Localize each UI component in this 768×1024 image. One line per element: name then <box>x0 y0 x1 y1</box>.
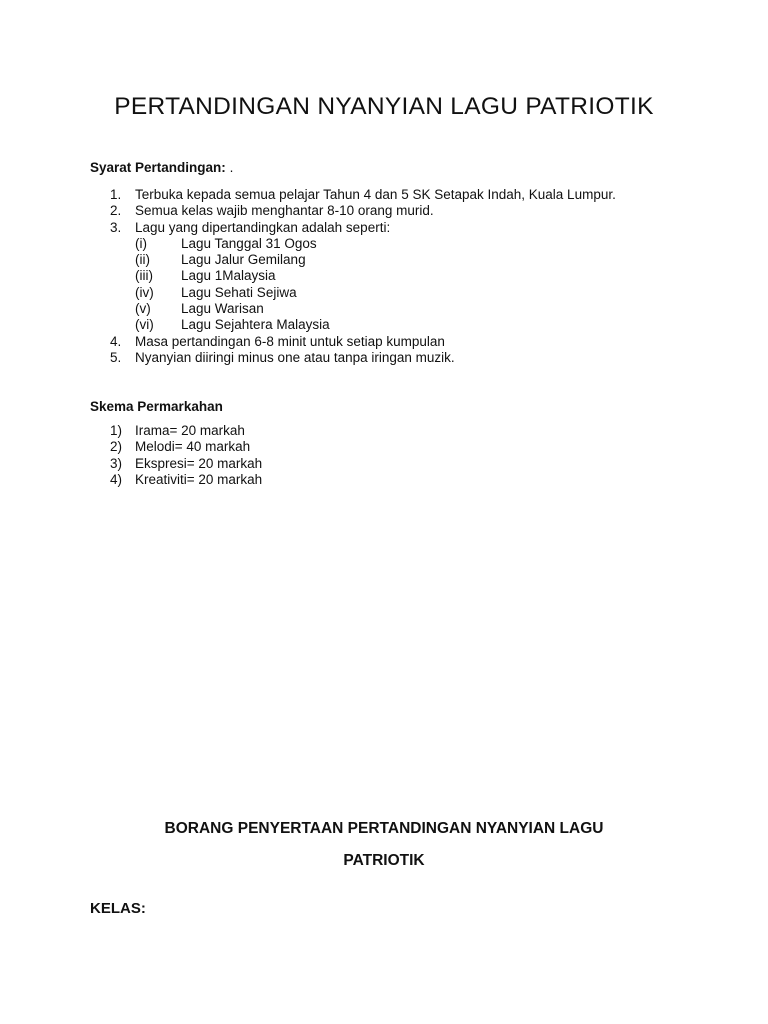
list-text: Lagu yang dipertandingkan adalah seperti: <box>135 219 391 235</box>
song-text: Lagu Tanggal 31 Ogos <box>181 235 317 251</box>
song-item <box>135 285 616 301</box>
list-item <box>110 187 616 203</box>
song-text: Lagu Sehati Sejiwa <box>181 284 297 300</box>
list-number: 1. <box>110 187 122 202</box>
song-item <box>135 236 616 252</box>
list-number: 2. <box>110 203 122 219</box>
song-item <box>135 317 616 333</box>
song-number: (ii) <box>135 252 150 268</box>
song-item <box>135 301 616 317</box>
list-text: Irama= 20 markah <box>135 423 245 438</box>
song-item <box>135 252 616 268</box>
list-item <box>110 203 616 219</box>
list-number: 1) <box>110 423 123 438</box>
syarat-heading-trail: . <box>229 160 234 175</box>
form-title-line1: BORANG PENYERTAAN PERTANDINGAN NYANYIAN LAGU <box>164 820 604 837</box>
list-item <box>110 456 262 472</box>
song-number: (vi) <box>135 317 154 333</box>
list-item <box>110 334 616 350</box>
kelas-label: KELAS: <box>90 900 146 917</box>
form-title-line2: PATRIOTIK <box>343 852 425 869</box>
list-item <box>110 423 262 439</box>
song-number: (i) <box>135 235 147 251</box>
list-number: 5. <box>110 349 122 365</box>
list-text: Ekspresi= 20 markah <box>135 455 263 471</box>
skema-list <box>110 423 262 488</box>
song-number: (v) <box>135 301 151 317</box>
list-number: 4) <box>110 471 123 487</box>
syarat-heading-label: Syarat Pertandingan: <box>90 160 226 175</box>
list-item <box>110 220 616 334</box>
list-text: Masa pertandingan 6-8 minit untuk setiap kumpulan <box>135 333 445 349</box>
song-number: (iv) <box>135 284 154 300</box>
song-text: Lagu 1Malaysia <box>181 268 276 284</box>
list-item <box>110 439 262 455</box>
list-text: Melodi= 40 markah <box>135 439 251 455</box>
list-text: Nyanyian diiringi minus one atau tanpa iringan muzik. <box>135 349 455 365</box>
song-text: Lagu Jalur Gemilang <box>181 252 306 268</box>
list-number: 4. <box>110 333 122 349</box>
syarat-heading <box>90 160 233 175</box>
syarat-list <box>110 187 616 366</box>
list-number: 3) <box>110 455 123 471</box>
list-text: Terbuka kepada semua pelajar Tahun 4 dan 5 SK Setapak Indah, Kuala Lumpur. <box>135 187 616 202</box>
list-number: 2) <box>110 439 123 455</box>
list-item <box>110 472 262 488</box>
list-text: Semua kelas wajib menghantar 8-10 orang murid. <box>135 203 434 219</box>
song-text: Lagu Sejahtera Malaysia <box>181 317 330 333</box>
song-item <box>135 268 616 284</box>
song-list <box>135 236 616 334</box>
list-number: 3. <box>110 219 122 235</box>
list-item <box>110 350 616 366</box>
song-text: Lagu Warisan <box>181 301 264 317</box>
song-number: (iii) <box>135 268 153 284</box>
page-title: PERTANDINGAN NYANYIAN LAGU PATRIOTIK <box>114 93 654 120</box>
skema-heading: Skema Permarkahan <box>90 399 223 414</box>
list-text: Kreativiti= 20 markah <box>135 471 263 487</box>
